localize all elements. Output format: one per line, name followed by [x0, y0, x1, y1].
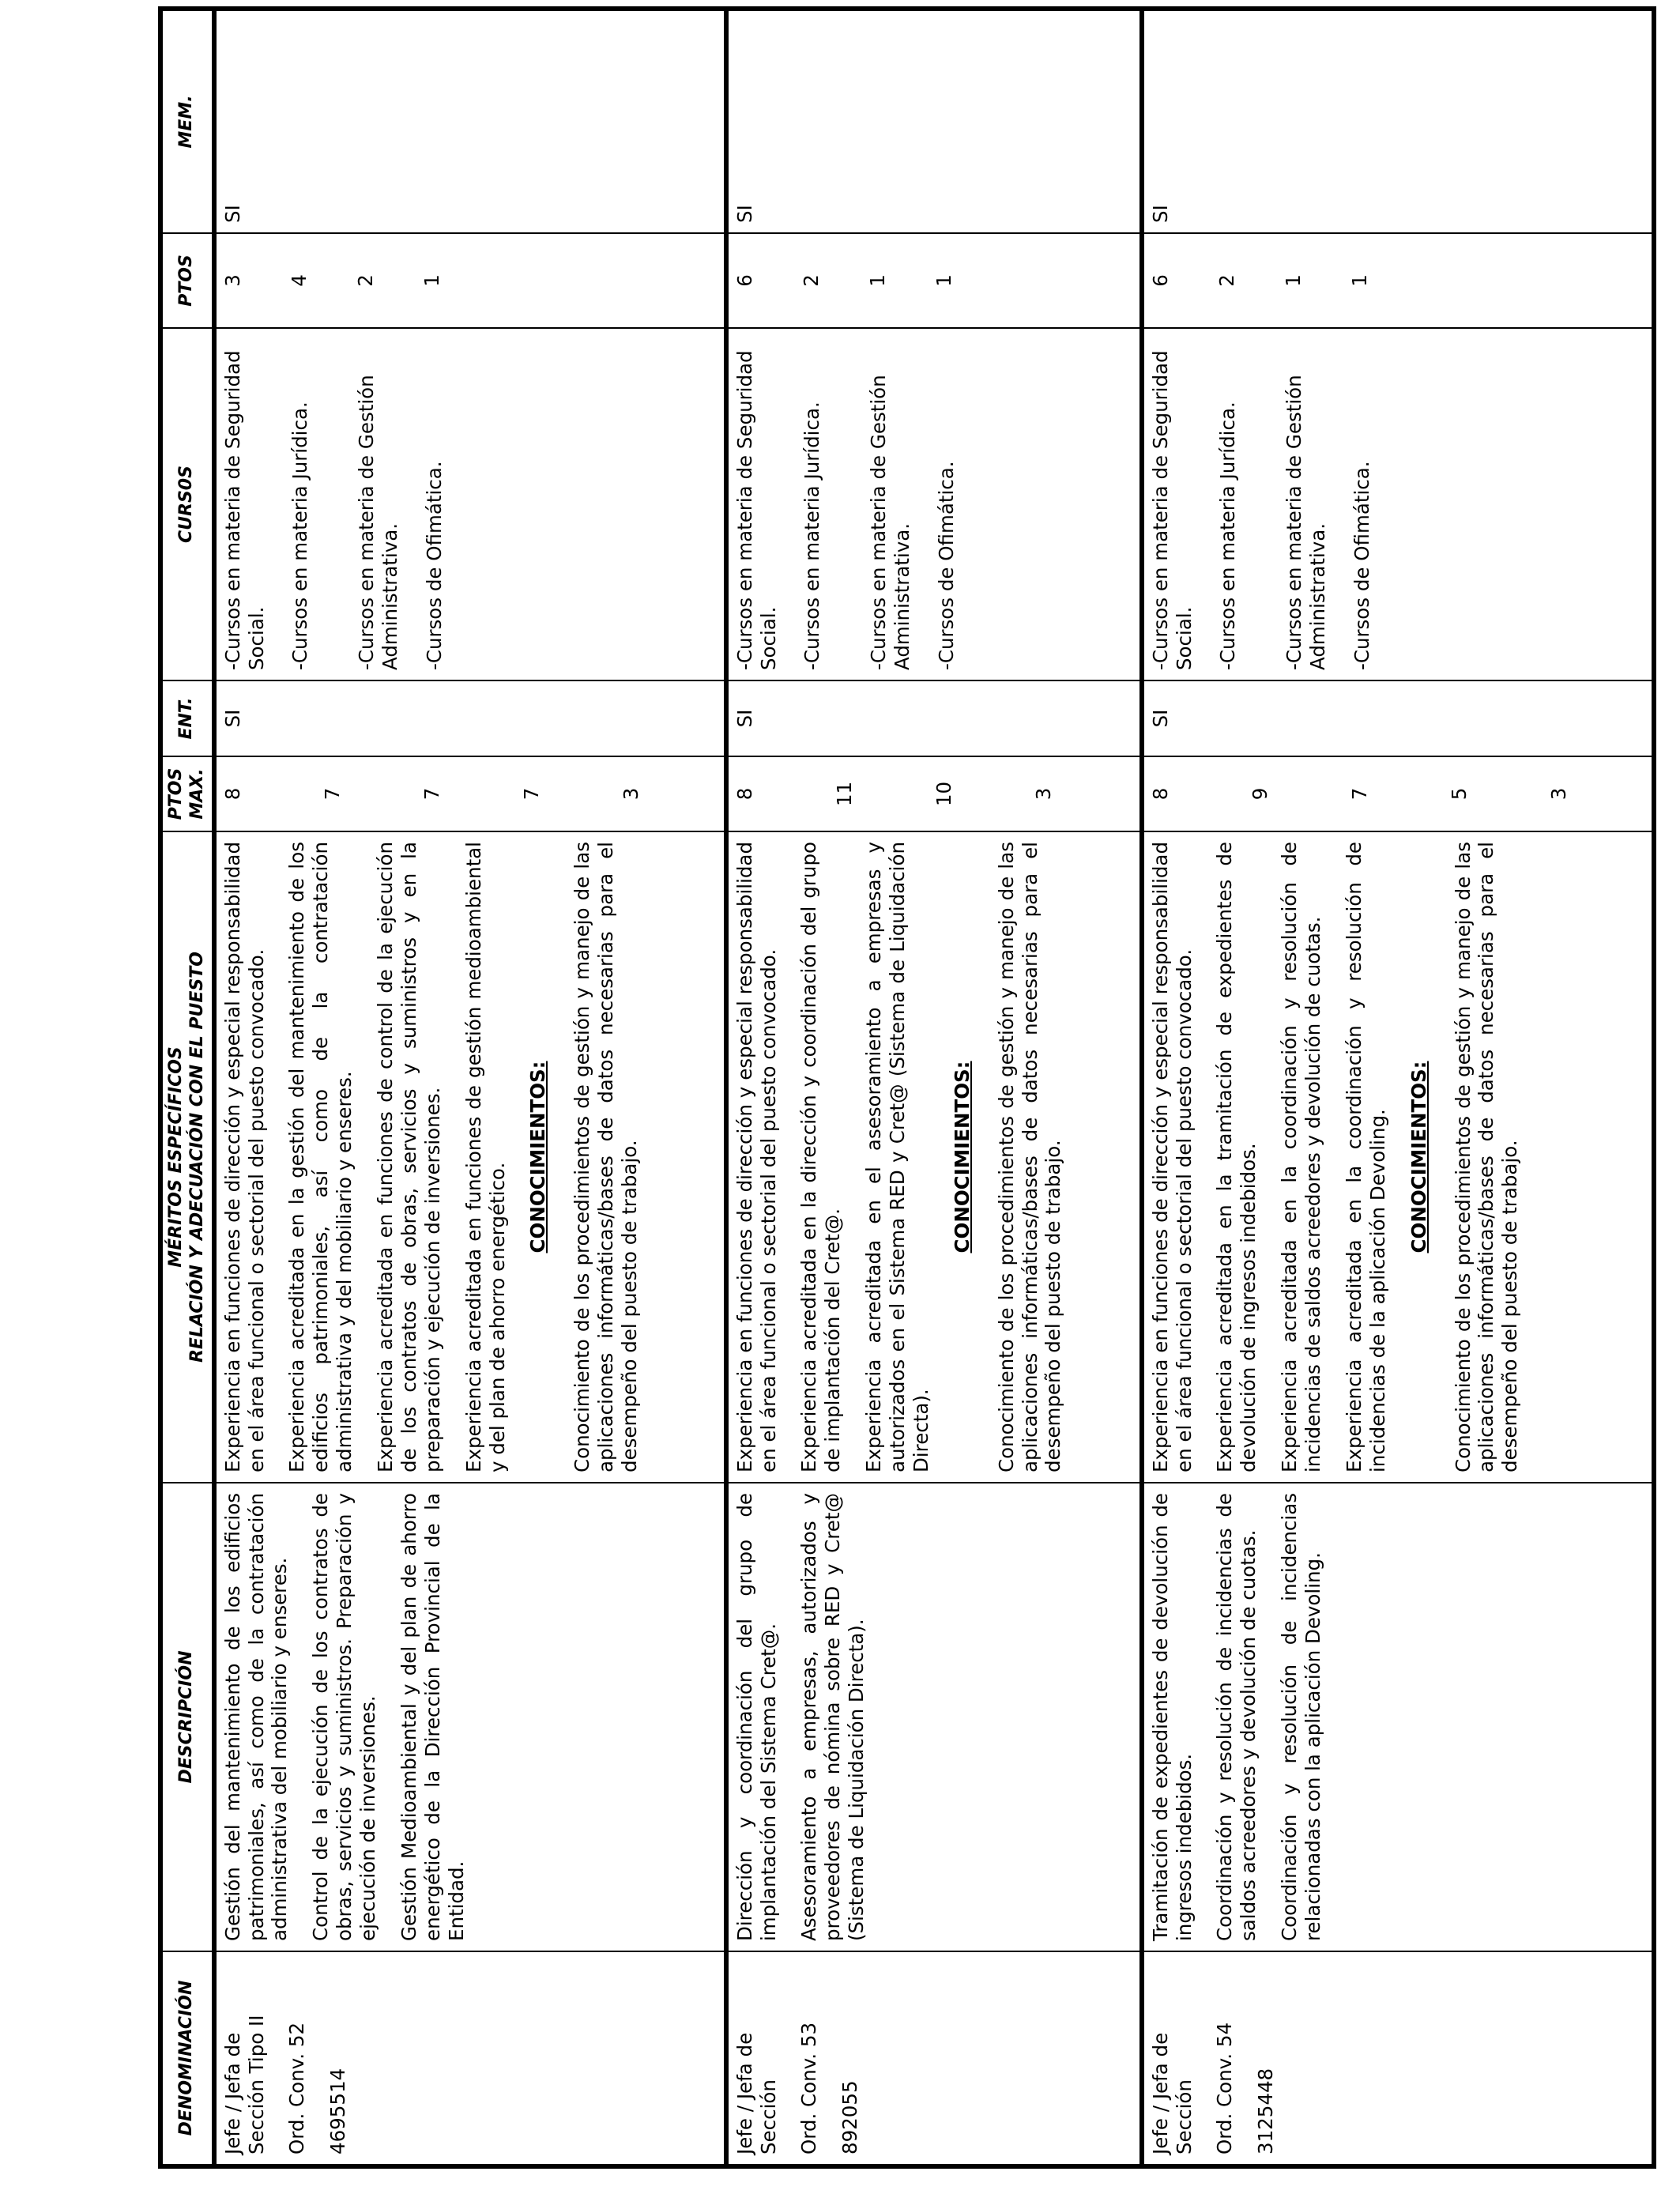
cell-ptos	[1142, 233, 1654, 328]
cell-ptos	[214, 233, 726, 328]
denominacion-line: Ord. Conv. 52	[285, 2022, 309, 2154]
merito-paragraph: Experiencia en funciones de dirección y especial responsabilidad en el área funcional o sectorial del puesto convocado.	[220, 842, 268, 1472]
ptos-max-conocimiento: 3	[619, 787, 642, 801]
descripcion-paragraph: Coordinación y resolución de incidencias de saldos acreedores y devolución de cuotas.	[1213, 1493, 1260, 1941]
denominacion-line: 4695514	[326, 2068, 350, 2154]
cell-cursos	[726, 328, 1142, 680]
cell-ptos-max	[214, 756, 726, 831]
ptos-value: 1	[1281, 274, 1305, 287]
cell-cursos	[1142, 328, 1654, 680]
header-meritos	[160, 831, 214, 1483]
cell-ent: SI	[1142, 680, 1654, 756]
conocimientos-heading: CONOCIMIENTOS:	[1407, 1061, 1430, 1253]
denominacion-line: Ord. Conv. 53	[797, 2022, 821, 2154]
cell-descripcion	[214, 1483, 726, 1951]
merito-paragraph: Experiencia en funciones de dirección y especial responsabilidad en el área funcional o sectorial del puesto convocado.	[733, 842, 780, 1472]
ptos-max-value: 7	[320, 787, 344, 801]
header-ptos: PTOS	[160, 233, 214, 328]
merito-paragraph: Experiencia acreditada en la tramitación de expedientes de devolución de ingresos indebidos.	[1213, 842, 1260, 1472]
cell-denominacion	[726, 1951, 1142, 2166]
curso-item: -Cursos de Ofimática.	[1350, 461, 1374, 670]
conocimientos-heading: CONOCIMIENTOS:	[526, 1061, 550, 1253]
ptos-value: 6	[1148, 274, 1172, 287]
header-meritos-line2: RELACIÓN Y ADECUACIÓN CON EL PUESTO	[186, 951, 207, 1363]
merito-paragraph: Experiencia en funciones de dirección y especial responsabilidad en el área funcional o sectorial del puesto convocado.	[1148, 842, 1196, 1472]
table-row	[214, 9, 726, 2166]
ptos-value: 2	[1215, 274, 1238, 287]
cell-cursos	[214, 328, 726, 680]
merito-paragraph: Experiencia acreditada en funciones de control de la ejecución de los contratos de obras, servicios y suministros y en la preparación y ejecución de inversiones.	[374, 842, 444, 1472]
ptos-value: 1	[420, 274, 443, 287]
cell-meritos	[1142, 831, 1654, 1483]
ptos-max-value: 8	[1148, 787, 1172, 801]
ptos-value: 2	[353, 274, 377, 287]
curso-item: -Cursos en materia de Gestión Administrativa.	[355, 375, 402, 670]
cell-ent: SI	[214, 680, 726, 756]
curso-item: -Cursos en materia Jurídica.	[1216, 401, 1240, 670]
curso-item: -Cursos en materia Jurídica.	[288, 401, 312, 670]
curso-item: -Cursos de Ofimática.	[423, 461, 446, 670]
curso-item: -Cursos de Ofimática.	[935, 461, 959, 670]
header-ent: ENT.	[160, 680, 214, 756]
merito-paragraph: Experiencia acreditada en funciones de gestión medioambiental y del plan de ahorro energético.	[461, 842, 509, 1472]
header-ptos-max-line1: PTOS	[166, 767, 186, 820]
merito-paragraph: Experiencia acreditada en la gestión del mantenimiento de los edificios patrimoniales, así como de la contratación administrativa y del mobiliario y enseres.	[285, 842, 356, 1472]
header-descripcion: DESCRIPCIÓN	[160, 1483, 214, 1951]
header-ptos-max-line2: MAX.	[186, 768, 207, 820]
ptos-max-value: 5	[1447, 787, 1471, 801]
descripcion-paragraph: Control de la ejecución de los contratos de obras, servicios y suministros. Preparación y ejecución de inversiones.	[309, 1493, 380, 1941]
denominacion-line: Jefe / Jefa de Sección	[733, 2032, 780, 2154]
header-meritos-line1: MÉRITOS ESPECÍFICOS	[166, 1046, 186, 1268]
curso-item: -Cursos en materia de Seguridad Social.	[220, 350, 268, 670]
ptos-value: 1	[865, 274, 889, 287]
table-row	[726, 9, 1142, 2166]
ptos-max-value: 8	[220, 787, 244, 801]
cell-descripcion	[726, 1483, 1142, 1951]
ptos-value: 2	[799, 274, 823, 287]
ptos-max-value: 11	[832, 781, 856, 807]
table-body	[214, 9, 1654, 2166]
ptos-max-value: 7	[519, 787, 543, 801]
cell-ptos	[726, 233, 1142, 328]
ptos-max-value: 7	[420, 787, 443, 801]
descripcion-paragraph: Asesoramiento a empresas, autorizados y proveedores de nómina sobre RED y Cret@ (Sistema de Liquidación Directa).	[797, 1493, 868, 1941]
merito-paragraph: Experiencia acreditada en la coordinación y resolución de incidencias de saldos acreedores y devolución de cuotas.	[1278, 842, 1325, 1472]
denominacion-line: 892055	[838, 2080, 862, 2154]
ptos-value: 6	[733, 274, 756, 287]
curso-item: -Cursos en materia de Gestión Administrativa.	[1283, 375, 1330, 670]
descripcion-paragraph: Dirección y coordinación del grupo de implantación del Sistema Cret@.	[733, 1493, 780, 1941]
descripcion-paragraph: Gestión Medioambiental y del plan de ahorro energético de la Dirección Provincial de la Entidad.	[397, 1493, 468, 1941]
cell-ptos-max	[726, 756, 1142, 831]
denominacion-line: Ord. Conv. 54	[1213, 2022, 1237, 2154]
ptos-value: 4	[287, 274, 311, 287]
cell-ent: SI	[726, 680, 1142, 756]
ptos-max-conocimiento: 3	[1031, 787, 1055, 801]
ptos-max-value: 7	[1347, 787, 1371, 801]
curso-item: -Cursos en materia de Seguridad Social.	[733, 350, 780, 670]
cell-denominacion	[1142, 1951, 1654, 2166]
denominacion-line: Jefe / Jefa de Sección	[1148, 2032, 1196, 2154]
cell-descripcion	[1142, 1483, 1654, 1951]
curso-item: -Cursos en materia de Seguridad Social.	[1148, 350, 1196, 670]
cell-mem: SI	[726, 9, 1142, 233]
rotated-page	[158, 11, 1570, 2169]
cell-meritos	[214, 831, 726, 1483]
cell-meritos	[726, 831, 1142, 1483]
merito-paragraph: Experiencia acreditada en la dirección y coordinación del grupo de implantación del Cret@.	[797, 842, 845, 1472]
header-denominacion: DENOMINACIÓN	[160, 1951, 214, 2166]
denominacion-line: Jefe / Jefa de Sección Tipo II	[220, 2015, 268, 2154]
header-mem: MEM.	[160, 9, 214, 233]
descripcion-paragraph: Coordinación y resolución de incidencias relacionadas con la aplicación Devoling.	[1278, 1493, 1325, 1941]
ptos-value: 1	[1347, 274, 1371, 287]
conocimientos-heading: CONOCIMIENTOS:	[950, 1061, 974, 1253]
header-cursos: CURS0S	[160, 328, 214, 680]
curso-item: -Cursos en materia Jurídica.	[800, 401, 824, 670]
ptos-max-conocimiento: 3	[1546, 787, 1570, 801]
cell-mem: SI	[1142, 9, 1654, 233]
header-ptos-max	[160, 756, 214, 831]
header-row	[160, 9, 214, 2166]
conocimiento-paragraph: Conocimiento de los procedimientos de gestión y manejo de las aplicaciones informáticas/bases de datos necesarias para el desempeño del puesto de trabajo.	[994, 842, 1065, 1472]
ptos-value: 1	[932, 274, 955, 287]
ptos-max-value: 9	[1248, 787, 1271, 801]
ptos-max-value: 8	[733, 787, 756, 801]
descripcion-paragraph: Gestión del mantenimiento de los edificios patrimoniales, así como de la contratación administrativa del mobiliario y enseres.	[220, 1493, 292, 1941]
merito-paragraph: Experiencia acreditada en la coordinación y resolución de incidencias de la aplicación Devoling.	[1342, 842, 1389, 1472]
merits-table	[158, 6, 1656, 2169]
cell-ptos-max	[1142, 756, 1654, 831]
conocimiento-paragraph: Conocimiento de los procedimientos de gestión y manejo de las aplicaciones informáticas/bases de datos necesarias para el desempeño del puesto de trabajo.	[1451, 842, 1522, 1472]
denominacion-line: 3125448	[1254, 2068, 1278, 2154]
ptos-max-value: 10	[932, 781, 955, 807]
cell-denominacion	[214, 1951, 726, 2166]
table-row	[1142, 9, 1654, 2166]
ptos-value: 3	[220, 274, 244, 287]
merito-paragraph: Experiencia acreditada en el asesoramiento a empresas y autorizados en el Sistema RED y Cret@ (Sistema de Liquidación Directa).	[862, 842, 932, 1472]
conocimiento-paragraph: Conocimiento de los procedimientos de gestión y manejo de las aplicaciones informáticas/bases de datos necesarias para el desempeño del puesto de trabajo.	[571, 842, 642, 1472]
descripcion-paragraph: Tramitación de expedientes de devolución de ingresos indebidos.	[1148, 1493, 1196, 1941]
cell-mem: SI	[214, 9, 726, 233]
curso-item: -Cursos en materia de Gestión Administrativa.	[867, 375, 914, 670]
